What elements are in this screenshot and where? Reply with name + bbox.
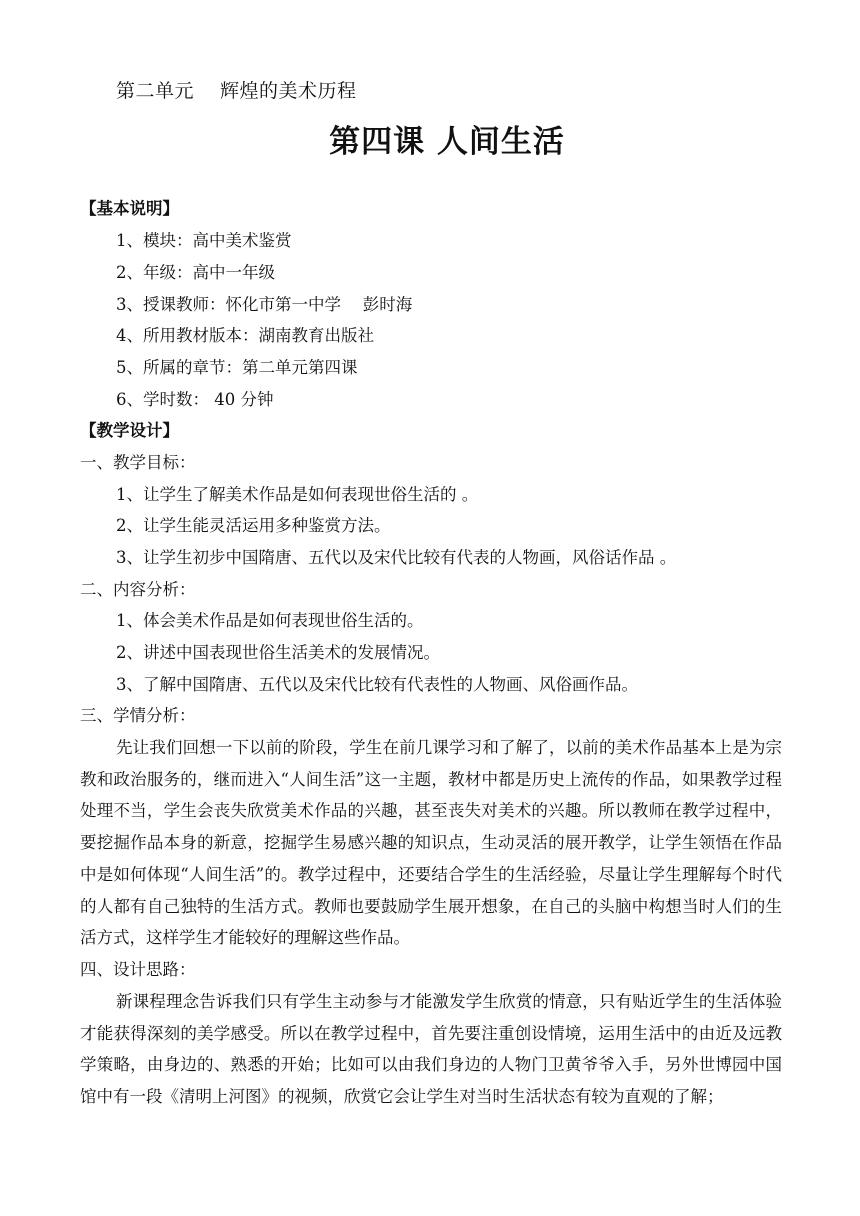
basic-info-item: 3、授课教师：怀化市第一中学 彭时海 xyxy=(116,295,413,314)
content-item: 1、体会美术作品是如何表现世俗生活的。 xyxy=(116,611,424,630)
basic-info-heading: 【基本说明】 xyxy=(80,199,179,218)
goals-heading: 一、教学目标： xyxy=(80,453,196,472)
students-paragraph: 先让我们回想一下以前的阶段，学生在前几课学习和了解了，以前的美术作品基本上是为宗教和政治服务的，继而进入“人间生活”这一主题，教材中都是历史上流传的作品，如果教学过程处理不当，学生会丧失欣赏美术作品的兴趣，甚至丧失对美术的兴趣。所以教师在教学过程中，要挖掘作品本身的新意，挖掘学生易感兴趣的知识点，生动灵活的展开教学，让学生领悟在作品中是如何体现“人间生活”的。教学过程中，还要结合学生的生活经验，尽量让学生理解每个时代的人都有自己独特的生活方式。教师也要鼓励学生展开想象，在自己的头脑中构想当时人们的生活方式，这样学生才能较好的理解这些作品。 xyxy=(80,738,782,948)
basic-info-item: 4、所用教材版本：湖南教育出版社 xyxy=(116,326,374,345)
basic-info-item: 1、模块：高中美术鉴赏 xyxy=(116,231,292,250)
content-item: 3、了解中国隋唐、五代以及宋代比较有代表性的人物画、风俗画作品。 xyxy=(116,675,638,694)
basic-info-item: 6、学时数： 40 分钟 xyxy=(116,390,274,409)
goal-item: 1、让学生了解美术作品是如何表现世俗生活的 。 xyxy=(116,485,479,504)
thinking-paragraph: 新课程理念告诉我们只有学生主动参与才能激发学生欣赏的情意，只有贴近学生的生活体验才能获得深刻的美学感受。所以在教学过程中，首先要注重创设情境，运用生活中的由近及远教学策略，由身边的、熟悉的开始；比如可以由我们身边的人物门卫黄爷爷入手，另外世博园中国馆中有一段《清明上河图》的视频，欣赏它会让学生对当时生活状态有较为直观的了解； xyxy=(80,992,782,1107)
unit-heading: 第二单元 辉煌的美术历程 xyxy=(116,80,357,102)
thinking-heading: 四、设计思路： xyxy=(80,960,196,979)
content-item: 2、讲述中国表现世俗生活美术的发展情况。 xyxy=(116,643,440,662)
goal-item: 2、让学生能灵活运用多种鉴赏方法。 xyxy=(116,516,391,535)
lesson-title: 第四课 人间生活 xyxy=(329,124,565,160)
content-heading: 二、内容分析： xyxy=(80,580,196,599)
basic-info-item: 5、所属的章节：第二单元第四课 xyxy=(116,358,358,377)
basic-info-item: 2、年级：高中一年级 xyxy=(116,263,275,282)
goal-item: 3、让学生初步中国隋唐、五代以及宋代比较有代表的人物画，风俗话作品 。 xyxy=(116,548,677,567)
design-heading: 【教学设计】 xyxy=(80,421,179,440)
students-heading: 三、学情分析： xyxy=(80,706,196,725)
